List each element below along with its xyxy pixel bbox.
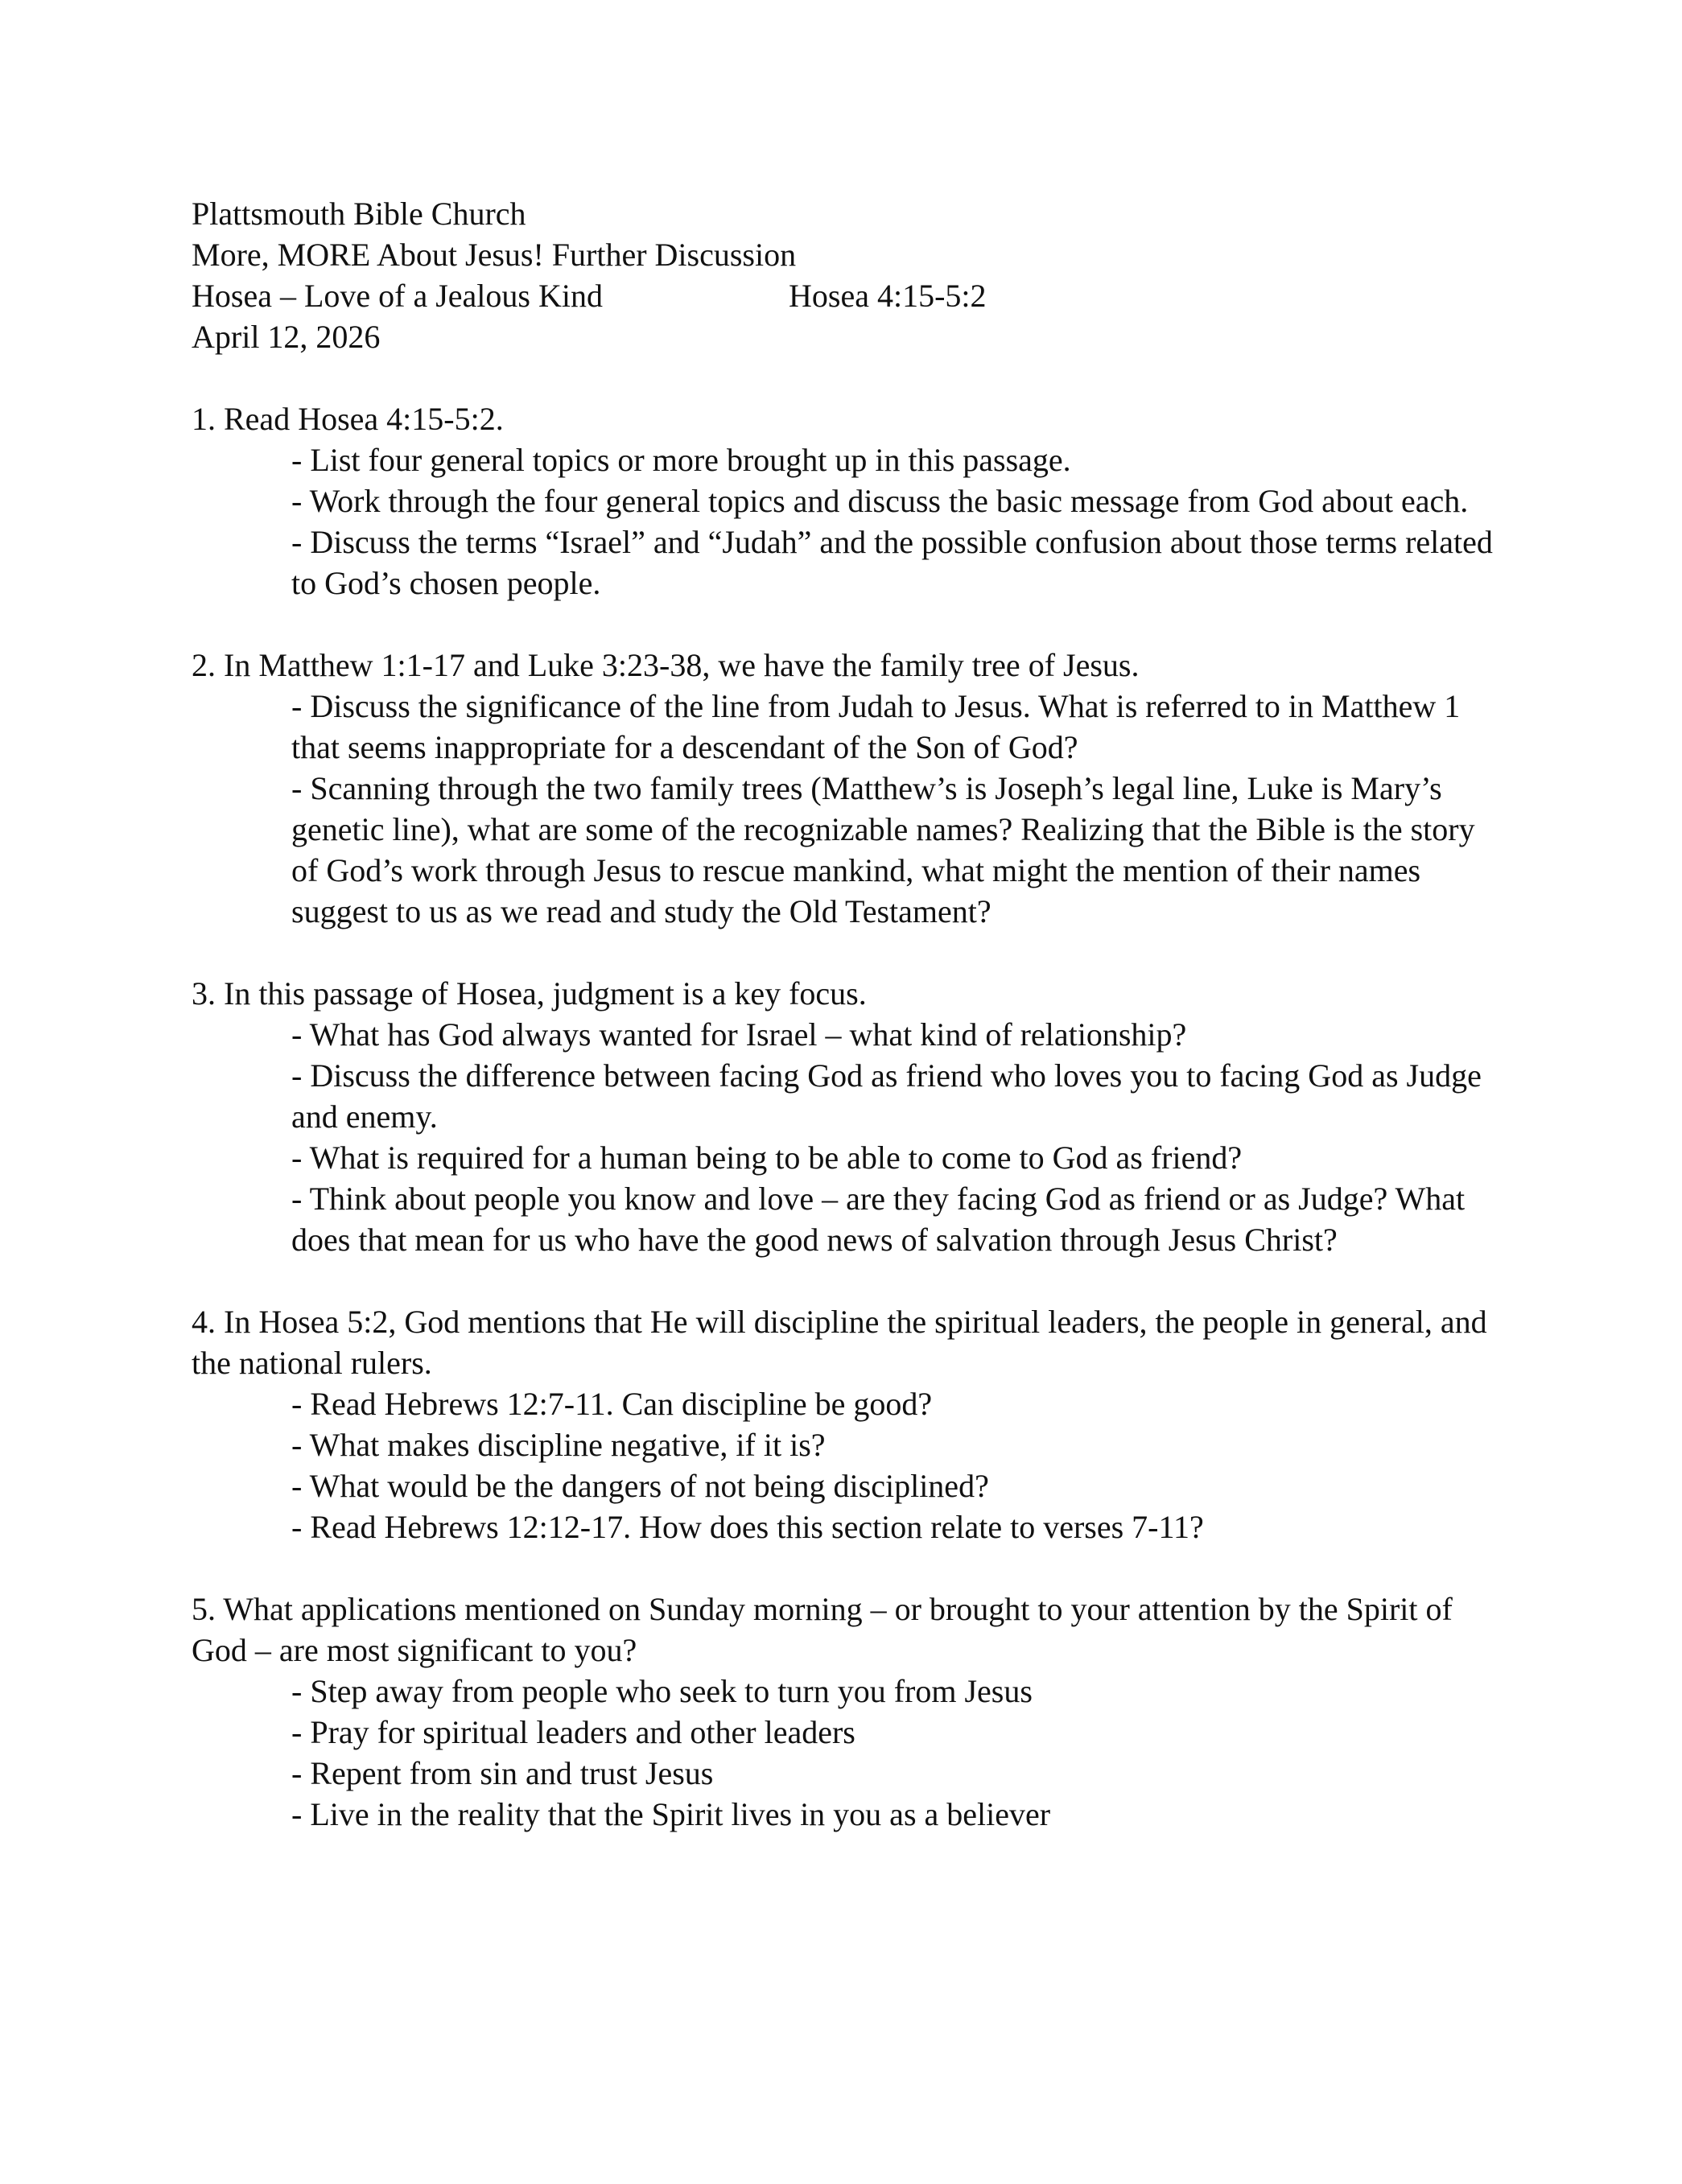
bullet-item: - Discuss the terms “Israel” and “Judah” and the possible confusion about those terms related to God’s chosen people. xyxy=(291,524,1493,601)
bullet-item: - What has God always wanted for Israel – what kind of relationship? xyxy=(291,1016,1187,1053)
question-2 xyxy=(192,645,1495,932)
question-text: 2. In Matthew 1:1-17 and Luke 3:23-38, we have the family tree of Jesus. xyxy=(192,647,1140,683)
question-text: 4. In Hosea 5:2, God mentions that He will discipline the spiritual leaders, the people in general, and the national rulers. xyxy=(192,1304,1487,1381)
question-bullets xyxy=(192,1014,1495,1260)
question-3 xyxy=(192,973,1495,1260)
bullet-item: - Live in the reality that the Spirit lives in you as a believer xyxy=(291,1796,1051,1832)
question-text: 1. Read Hosea 4:15-5:2. xyxy=(192,401,504,437)
question-bullets xyxy=(192,686,1495,932)
question-bullets xyxy=(192,1671,1495,1835)
bullet-item: - Pray for spiritual leaders and other leaders xyxy=(291,1714,855,1750)
question-text: 3. In this passage of Hosea, judgment is a key focus. xyxy=(192,975,867,1012)
bullet-item: - Scanning through the two family trees (Matthew’s is Joseph’s legal line, Luke is Mary’s genetic line), what are some of the recognizable names? Realizing that the Bible is the story of God’s work through Jesus to rescue mankind, what might the mention of their names suggest to us as we read and study the Old Testament? xyxy=(291,770,1475,929)
question-text: 5. What applications mentioned on Sunday morning – or brought to your attention by the Spirit of God – are most significant to you? xyxy=(192,1591,1453,1668)
bullet-item: - Step away from people who seek to turn you from Jesus xyxy=(291,1673,1033,1709)
question-4 xyxy=(192,1301,1495,1547)
bullet-item: - What would be the dangers of not being disciplined? xyxy=(291,1468,989,1504)
bullet-item: - What makes discipline negative, if it is? xyxy=(291,1427,826,1463)
series-title: More, MORE About Jesus! Further Discussion xyxy=(192,237,797,273)
church-name: Plattsmouth Bible Church xyxy=(192,196,526,232)
bullet-item: - List four general topics or more brought up in this passage. xyxy=(291,442,1071,478)
sermon-title-row xyxy=(192,275,1495,316)
question-bullets xyxy=(192,439,1495,604)
question-1 xyxy=(192,398,1495,604)
bullet-item: - Repent from sin and trust Jesus xyxy=(291,1755,714,1791)
question-5 xyxy=(192,1589,1495,1835)
sermon-date: April 12, 2026 xyxy=(192,319,381,355)
bullet-item: - Work through the four general topics and discuss the basic message from God about each. xyxy=(291,483,1469,519)
document-header xyxy=(192,193,1495,357)
bullet-item: - Read Hebrews 12:12-17. How does this section relate to verses 7-11? xyxy=(291,1509,1204,1545)
bullet-item: - Discuss the significance of the line from Judah to Jesus. What is referred to in Matthew 1 that seems inappropriate for a descendant of the Son of God? xyxy=(291,688,1461,765)
discussion-sheet xyxy=(192,193,1495,1835)
bullet-item: - Read Hebrews 12:7-11. Can discipline be good? xyxy=(291,1386,933,1422)
bullet-item: - What is required for a human being to be able to come to God as friend? xyxy=(291,1139,1243,1176)
bullet-item: - Discuss the difference between facing God as friend who loves you to facing God as Judge and enemy. xyxy=(291,1057,1482,1135)
sermon-title: Hosea – Love of a Jealous Kind xyxy=(192,278,603,314)
question-bullets xyxy=(192,1383,1495,1547)
scripture-reference: Hosea 4:15-5:2 xyxy=(789,278,987,314)
bullet-item: - Think about people you know and love – are they facing God as friend or as Judge? What does that mean for us who have the good news of salvation through Jesus Christ? xyxy=(291,1181,1466,1258)
